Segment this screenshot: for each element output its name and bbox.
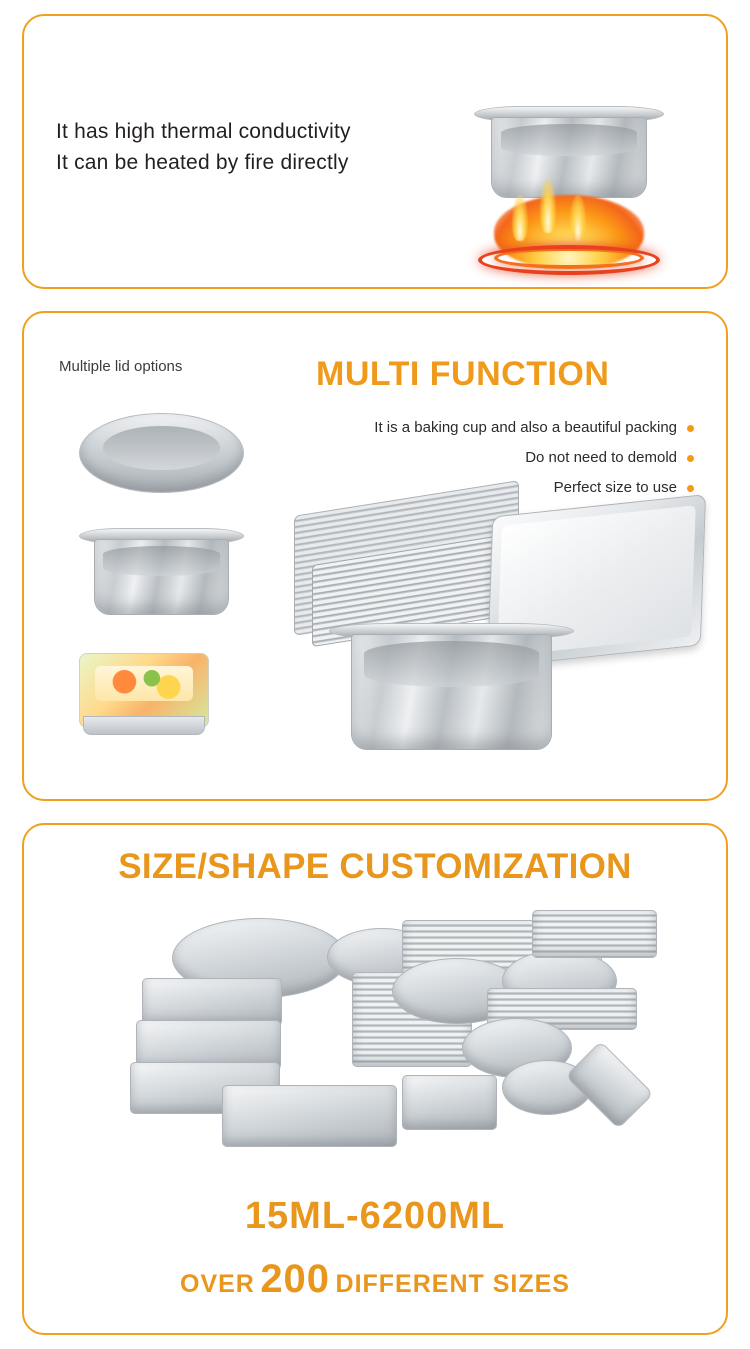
bullet-item [374, 443, 694, 473]
panel-multi-function [22, 311, 728, 801]
flame-tip-left [512, 195, 528, 241]
size-count-line [24, 1257, 726, 1302]
tray-body [94, 539, 229, 615]
panel-size-shape-customization [22, 823, 728, 1335]
diamond-tray [565, 1041, 653, 1129]
tray-body [491, 117, 647, 198]
rect-tray-long [222, 1085, 397, 1147]
lid-options-label: Multiple lid options [59, 358, 183, 375]
thermal-line-1: It has high thermal conductivity [56, 120, 351, 143]
over-suffix-text: DIFFERENT SIZES [335, 1270, 570, 1298]
panel-thermal-conductivity [22, 14, 728, 289]
rectangular-foil-lid-image [79, 528, 244, 618]
over-prefix-text: OVER [180, 1270, 255, 1298]
stacked-containers-image [274, 488, 704, 778]
flame-icon [474, 191, 664, 275]
rect-tray-1 [142, 978, 282, 1026]
foil-tray-icon [474, 106, 664, 201]
printed-paper-lid-image [79, 653, 209, 728]
multi-function-title: MULTI FUNCTION [316, 355, 610, 393]
capacity-range-text: 15ML-6200ML [244, 1195, 506, 1237]
tray-inner [103, 546, 220, 576]
bullet-dot-icon [687, 425, 694, 432]
tray-inner [364, 641, 539, 687]
rect-tray-shape [79, 528, 244, 618]
flame-ring-outer [478, 245, 660, 275]
assorted-containers-image [102, 910, 662, 1165]
large-foil-tray [329, 623, 574, 753]
thermal-line-2: It can be heated by fire directly [56, 151, 349, 174]
thermal-text-block [56, 116, 351, 178]
tray-body [351, 634, 552, 750]
round-foil-lid-image [79, 413, 244, 493]
rect-stack-far-right [532, 910, 657, 958]
foil-tray-over-flame-image [454, 106, 684, 271]
flame-tip-right [570, 195, 586, 241]
flame-tip-mid [540, 179, 556, 233]
printed-lid-shape [79, 653, 209, 728]
size-customization-title: SIZE/SHAPE CUSTOMIZATION [118, 847, 632, 886]
printed-lid-artwork [95, 666, 192, 701]
round-tray-shape [79, 413, 244, 493]
bullet-item [374, 413, 694, 443]
over-number-text: 200 [260, 1257, 331, 1301]
bullet-text: Perfect size to use [553, 479, 677, 496]
bullet-text: It is a baking cup and also a beautiful packing [374, 419, 677, 436]
printed-lid-base [83, 716, 206, 735]
bullet-dot-icon [687, 455, 694, 462]
bullet-text: Do not need to demold [525, 449, 677, 466]
square-tray [402, 1075, 497, 1130]
tray-inner [501, 124, 636, 156]
